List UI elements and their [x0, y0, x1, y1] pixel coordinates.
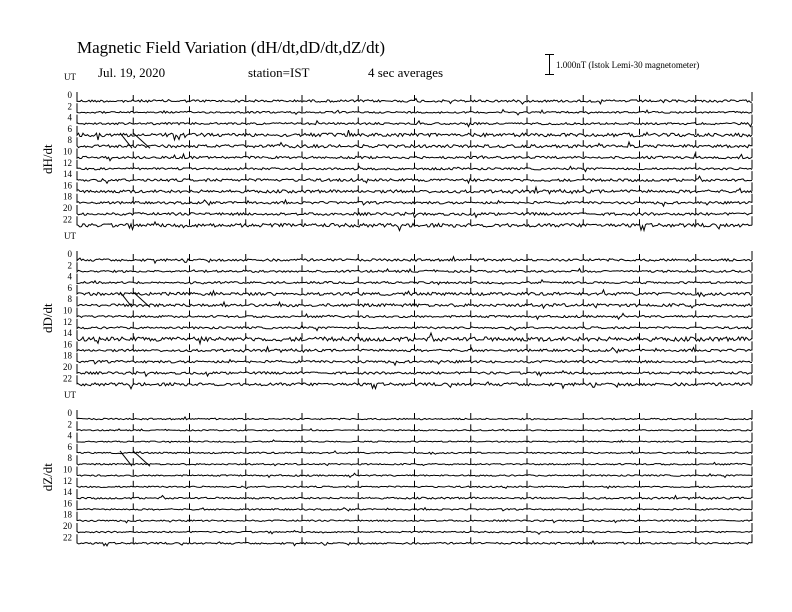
row-label: 14 [63, 169, 72, 180]
row-label: 0 [67, 408, 72, 418]
row-label: 6 [67, 441, 72, 452]
scale-label: 1.000nT (Istok Lemi-30 magnetometer) [556, 60, 700, 70]
row-label: 0 [67, 249, 72, 259]
ut-axis-label: UT [64, 72, 76, 82]
row-label: 2 [67, 101, 72, 112]
component-label: dH/dt [40, 144, 55, 174]
date-label: Jul. 19, 2020 [98, 65, 166, 80]
chart-title: Magnetic Field Variation (dH/dt,dD/dt,dZ/dt) [77, 38, 386, 57]
ut-axis-label: UT [64, 390, 76, 400]
row-label: 6 [67, 123, 72, 134]
row-label: 10 [63, 146, 72, 157]
averaging-label: 4 sec averages [368, 65, 444, 80]
row-label: 16 [63, 339, 72, 350]
row-label: 0 [67, 90, 72, 100]
row-label: 20 [63, 362, 72, 372]
row-label: 8 [67, 135, 72, 146]
row-label: 18 [63, 350, 72, 361]
component-label: dZ/dt [40, 463, 55, 492]
row-label: 14 [63, 487, 72, 498]
row-label: 22 [63, 532, 72, 543]
row-label: 10 [63, 305, 72, 316]
row-label: 18 [63, 509, 72, 520]
row-label: 20 [63, 521, 72, 531]
row-label: 4 [67, 112, 72, 123]
row-label: 22 [63, 373, 72, 384]
row-label: 16 [63, 498, 72, 509]
row-label: 6 [67, 282, 72, 293]
row-label: 18 [63, 191, 72, 202]
station-label: station=IST [248, 65, 310, 80]
row-label: 12 [63, 475, 72, 486]
row-label: 4 [67, 271, 72, 282]
row-label: 8 [67, 294, 72, 305]
row-label: 2 [67, 260, 72, 271]
ut-axis-label: UT [64, 231, 76, 241]
row-label: 14 [63, 328, 72, 339]
row-label: 2 [67, 419, 72, 430]
component-label: dD/dt [40, 303, 55, 333]
row-label: 12 [63, 316, 72, 327]
row-label: 10 [63, 464, 72, 475]
row-label: 8 [67, 453, 72, 464]
row-label: 4 [67, 430, 72, 441]
row-label: 12 [63, 157, 72, 168]
row-label: 22 [63, 214, 72, 225]
row-label: 16 [63, 180, 72, 191]
row-label: 20 [63, 203, 72, 213]
